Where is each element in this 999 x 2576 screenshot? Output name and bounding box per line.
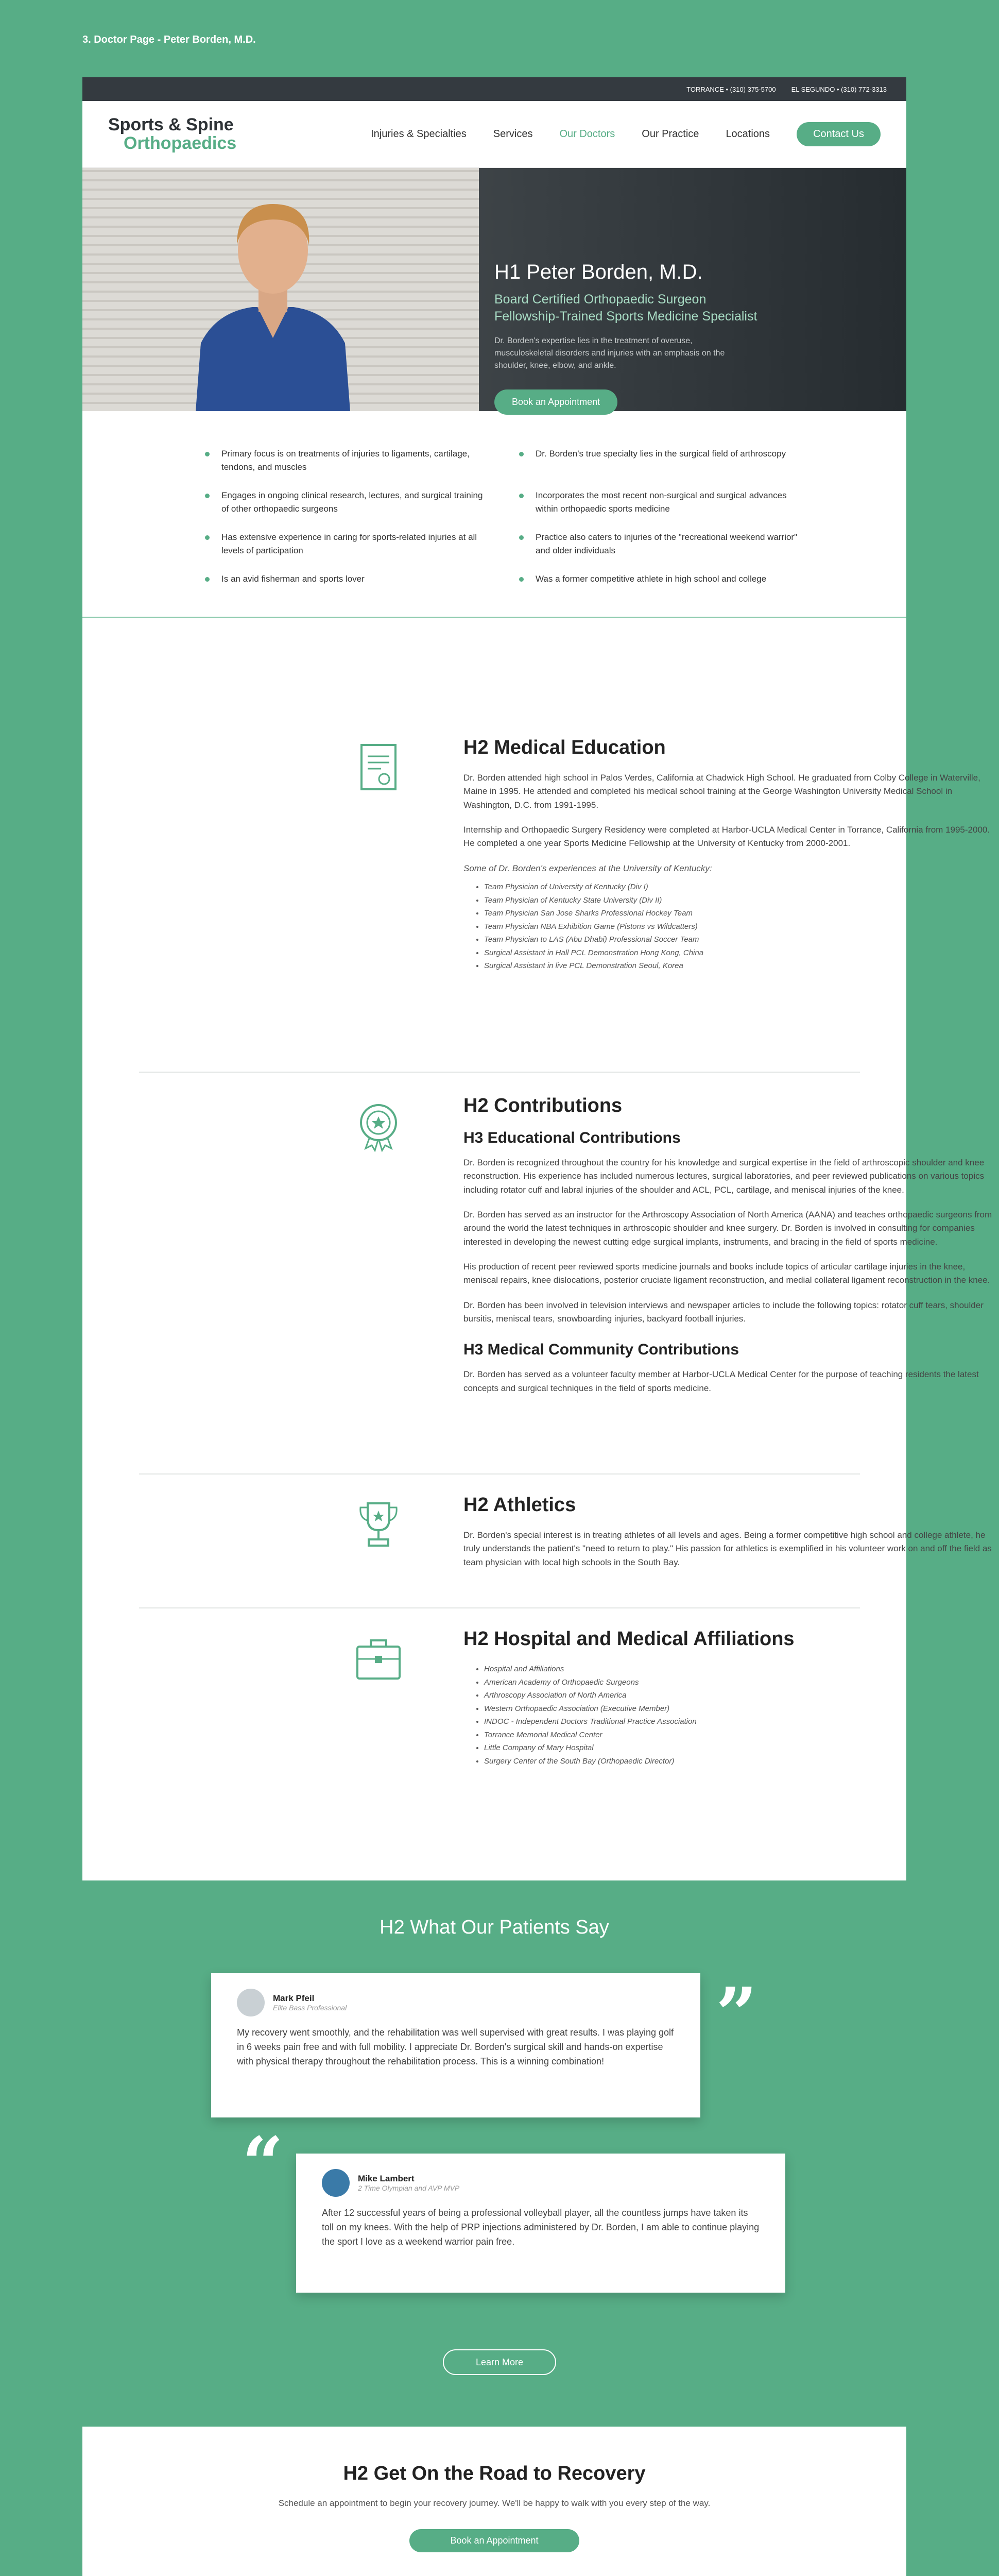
nav-item-our-practice[interactable]: Our Practice bbox=[642, 128, 699, 140]
list-item: • Team Physician of Kentucky State University (Div II) bbox=[484, 894, 999, 907]
list-item: • INDOC - Independent Doctors Traditional Practice Association bbox=[484, 1715, 999, 1728]
close-quote-icon: ” bbox=[716, 1972, 757, 2057]
highlight-item: Primary focus is on treatments of injuries to ligaments, cartilage, tendons, and muscles bbox=[216, 447, 489, 473]
affiliations-title: H2 Hospital and Medical Affiliations bbox=[463, 1628, 795, 1650]
affiliations-section bbox=[463, 1628, 999, 1773]
page-frame bbox=[82, 77, 992, 2576]
list-item: • Western Orthopaedic Association (Executive Member) bbox=[484, 1702, 999, 1716]
author-name: Mike Lambert bbox=[358, 2174, 415, 2183]
nav-item-injuries[interactable]: Injuries & Specialties bbox=[371, 128, 467, 140]
list-item: • Team Physician to LAS (Abu Dhabi) Professional Soccer Team bbox=[484, 933, 999, 946]
contact-us-button[interactable]: Contact Us bbox=[797, 122, 881, 146]
avatar bbox=[237, 1989, 265, 2016]
page-label: 3. Doctor Page - Peter Borden, M.D. bbox=[82, 34, 256, 45]
doctor-portrait bbox=[185, 189, 360, 411]
list-item: • Team Physician San Jose Sharks Professional Hockey Team bbox=[484, 907, 999, 920]
paragraph: Dr. Borden has been involved in television interviews and newspaper articles to include the following topics: rotator cuff tears, shoulder bursitis, meniscal tears, snowboarding injuries, backyard football injuries. bbox=[463, 1300, 984, 1324]
paragraph: Dr. Borden has served as an instructor for the Arthroscopy Association of North America (AANA) and teaches orthopaedic surgeons from around the world the latest techniques in arthroscopic shoulder and knee surgery. Dr. Borden is involved in consulting for companies interested in developing the newest cutting edge surgical implants, instruments, and bracing in the field of sports medicine. bbox=[463, 1210, 992, 1247]
experience-list bbox=[463, 880, 999, 973]
hero-subtitle-1: Board Certified Orthopaedic Surgeon bbox=[494, 292, 707, 307]
list-item: • Surgery Center of the South Bay (Orthopaedic Director) bbox=[484, 1755, 999, 1768]
phone-el-segundo[interactable]: EL SEGUNDO • (310) 772-3313 bbox=[791, 85, 887, 93]
testimonial-card bbox=[296, 2154, 785, 2293]
paragraph: Internship and Orthopaedic Surgery Residency were completed at Harbor-UCLA Medical Center in Torrance, California from 1995-2000. He completed a one year Sports Medicine Fellowship at the University of Kentucky from 2000-2001. bbox=[463, 825, 990, 849]
hero-description: Dr. Borden's expertise lies in the treatment of overuse, musculoskeletal disorders and injuries with an emphasis on the shoulder, knee, elbow, and ankle. bbox=[494, 336, 725, 370]
paragraph: Dr. Borden's special interest is in treating athletes of all levels and ages. Being a former competitive high school and college athlete, he truly understands the patient's "need to return to play." His passion for athletics is exemplified in his volunteer work on and off the field as team physician with local high schools in the South Bay. bbox=[463, 1530, 992, 1567]
list-item: • American Academy of Orthopaedic Surgeons bbox=[484, 1676, 999, 1689]
athletics-section bbox=[463, 1494, 999, 1581]
testimonial-text: After 12 successful years of being a professional volleyball player, all the countless jumps have taken its toll on my knees. With the help of PRP injections administered by Dr. Borden, I am able to continue playing the sport I love as a weekend warrior pain free. bbox=[322, 2208, 760, 2247]
testimonial-author bbox=[322, 2169, 760, 2197]
diploma-icon bbox=[350, 739, 407, 795]
testimonials-title: H2 What Our Patients Say bbox=[380, 1917, 609, 1938]
testimonials-section bbox=[82, 1880, 906, 2427]
educational-contributions-title: H3 Educational Contributions bbox=[463, 1129, 681, 1146]
experience-list-title: Some of Dr. Borden's experiences at the University of Kentucky: bbox=[463, 863, 712, 873]
hero-book-button[interactable]: Book an Appointment bbox=[494, 389, 617, 415]
list-item: • Team Physician of University of Kentucky (Div I) bbox=[484, 880, 999, 894]
paragraph: Dr. Borden attended high school in Palos Verdes, California at Chadwick High School. He graduated from Colby College in Waterville, Maine in 1995. He attended and completed his medical school training at the George Washington University Medical School in Washington, D.C. from 1991-1995. bbox=[463, 773, 980, 810]
top-bar bbox=[82, 77, 906, 101]
award-badge-icon bbox=[350, 1097, 407, 1154]
highlights-list bbox=[82, 411, 906, 618]
list-item: • Hospital and Affiliations bbox=[484, 1663, 999, 1676]
author-role: Elite Bass Professional bbox=[273, 2004, 347, 2012]
nav-menu bbox=[371, 122, 881, 146]
highlight-item: Was a former competitive athlete in high school and college bbox=[530, 572, 803, 586]
contributions-title: H2 Contributions bbox=[463, 1095, 623, 1116]
hero-title: H1 Peter Borden, M.D. bbox=[494, 261, 703, 283]
highlight-item: Is an avid fisherman and sports lover bbox=[216, 572, 489, 586]
cta-title: H2 Get On the Road to Recovery bbox=[343, 2463, 646, 2484]
community-contributions-title: H3 Medical Community Contributions bbox=[463, 1341, 739, 1359]
contributions-section bbox=[463, 1095, 999, 1406]
list-item: • Surgical Assistant in live PCL Demonstration Seoul, Korea bbox=[484, 959, 999, 973]
divider bbox=[139, 1607, 860, 1608]
paragraph: Dr. Borden is recognized throughout the country for his knowledge and surgical expertise in the field of arthroscopic shoulder and knee reconstruction. His experience has included numerous lectures, surgical laboratories, and peer reviewed publications on various topics including rotator cuff and labral injuries of the shoulder and ACL, PCL, cartilage, and meniscal injuries of the knee. bbox=[463, 1158, 985, 1195]
nav-item-locations[interactable]: Locations bbox=[726, 128, 770, 140]
author-name: Mark Pfeil bbox=[273, 1993, 315, 2003]
hero-photo bbox=[82, 168, 479, 411]
paragraph: Dr. Borden has served as a volunteer faculty member at Harbor-UCLA Medical Center for the purpose of teaching residents the latest concepts and surgical techniques in the field of sports medicine. bbox=[463, 1369, 979, 1393]
list-item: • Little Company of Mary Hospital bbox=[484, 1741, 999, 1755]
medical-education-section bbox=[463, 737, 999, 978]
list-item: • Team Physician NBA Exhibition Game (Pistons vs Wildcatters) bbox=[484, 920, 999, 934]
paragraph: His production of recent peer reviewed sports medicine journals and books include topics of articular cartilage injuries in the knee, meniscal repairs, knee dislocations, posterior cruciate ligament reconstruction, and medial collateral ligament reconstruction in the knee. bbox=[463, 1262, 990, 1285]
list-item: • Surgical Assistant in Hall PCL Demonstration Hong Kong, China bbox=[484, 946, 999, 960]
hero-text bbox=[494, 261, 834, 415]
avatar bbox=[322, 2169, 350, 2197]
list-item: • Torrance Memorial Medical Center bbox=[484, 1728, 999, 1742]
medical-bag-icon bbox=[350, 1630, 407, 1687]
open-quote-icon: “ bbox=[242, 2122, 284, 2206]
affiliations-list bbox=[463, 1663, 999, 1768]
cta-text: Schedule an appointment to begin your recovery journey. We'll be happy to walk with you every step of the way. bbox=[278, 2498, 711, 2508]
athletics-title: H2 Athletics bbox=[463, 1494, 576, 1516]
highlight-item: Engages in ongoing clinical research, lectures, and surgical training of other orthopaedic surgeons bbox=[216, 489, 489, 515]
cta-section bbox=[82, 2427, 906, 2576]
logo-line2: Orthopaedics bbox=[124, 133, 237, 153]
highlight-item: Dr. Borden's true specialty lies in the surgical field of arthroscopy bbox=[530, 447, 803, 473]
nav-item-services[interactable]: Services bbox=[493, 128, 533, 140]
testimonial-author bbox=[237, 1989, 675, 2016]
cta-book-button[interactable]: Book an Appointment bbox=[409, 2529, 579, 2552]
learn-more-button[interactable]: Learn More bbox=[443, 2349, 556, 2375]
divider bbox=[139, 1072, 860, 1073]
highlight-item: Incorporates the most recent non-surgical and surgical advances within orthopaedic sports medicine bbox=[530, 489, 803, 515]
testimonial-text: My recovery went smoothly, and the rehabilitation was well supervised with great results. I was playing golf in 6 weeks pain free and with full mobility. I appreciate Dr. Borden's surgical skill and hands-on expertise with physical therapy throughout the rehabilitation process. This is a winning combination! bbox=[237, 2027, 674, 2066]
list-item: • Arthroscopy Association of North America bbox=[484, 1689, 999, 1702]
logo-line1: Sports & Spine bbox=[108, 114, 234, 134]
testimonial-card bbox=[211, 1973, 700, 2117]
hero-subtitle-2: Fellowship-Trained Sports Medicine Specialist bbox=[494, 309, 757, 324]
trophy-icon bbox=[350, 1496, 407, 1553]
medical-education-title: H2 Medical Education bbox=[463, 737, 666, 758]
hero bbox=[82, 168, 906, 411]
phone-torrance[interactable]: TORRANCE • (310) 375-5700 bbox=[686, 85, 776, 93]
logo[interactable] bbox=[108, 116, 236, 152]
nav-item-our-doctors[interactable]: Our Doctors bbox=[559, 128, 615, 140]
highlight-item: Has extensive experience in caring for sports-related injuries at all levels of participation bbox=[216, 531, 489, 557]
author-role: 2 Time Olympian and AVP MVP bbox=[358, 2184, 460, 2192]
divider bbox=[139, 1473, 860, 1475]
main-nav bbox=[82, 101, 906, 168]
highlight-item: Practice also caters to injuries of the "recreational weekend warrior" and older individuals bbox=[530, 531, 803, 557]
